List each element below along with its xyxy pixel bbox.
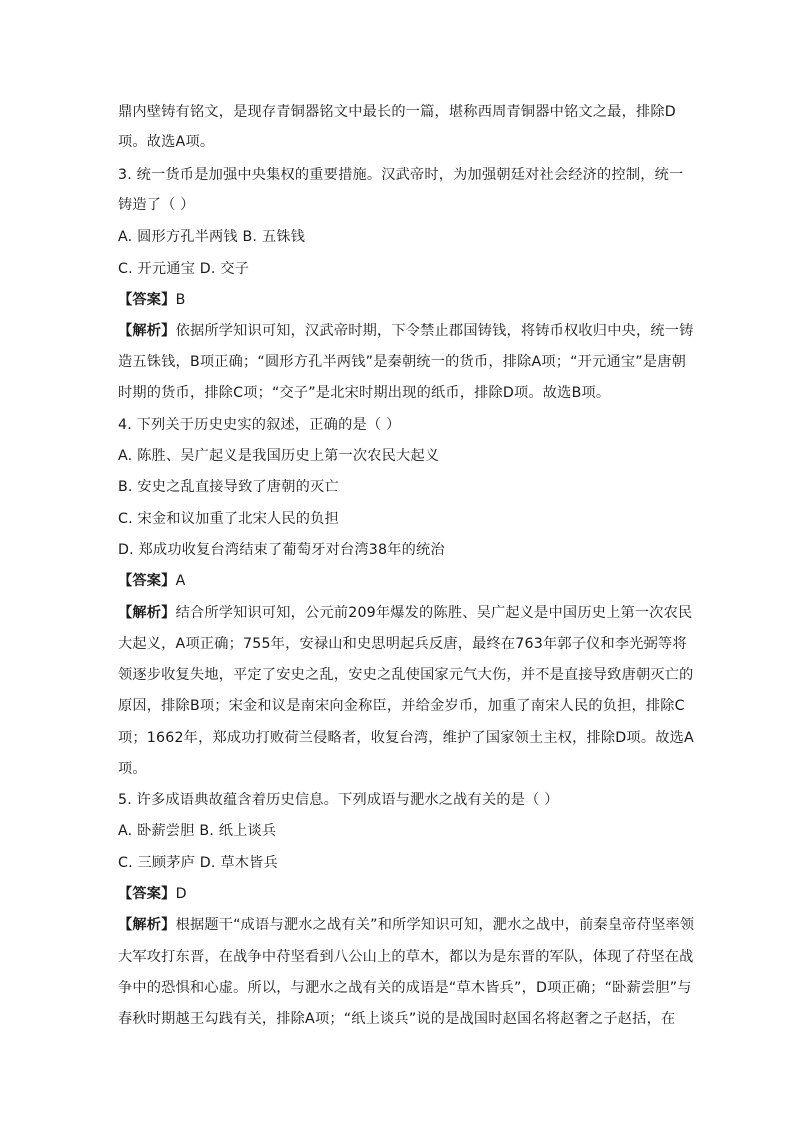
question-3-options: C. 开元通宝 D. 交子 bbox=[118, 261, 250, 277]
answer-line: 【答案】D bbox=[118, 886, 187, 902]
analysis-line: 【解析】根据题干“成语与淝水之战有关”和所学知识可知，淝水之战中，前秦皇帝苻坚率领 bbox=[118, 917, 695, 933]
text-line: 大军攻打东晋，在战争中苻坚看到八公山上的草木，都以为是东晋的军队，体现了苻坚在战 bbox=[118, 949, 694, 965]
answer-line: 【答案】B bbox=[118, 292, 186, 308]
question-5-options: C. 三顾茅庐 D. 草木皆兵 bbox=[118, 855, 278, 871]
text-line: 铸造了（ ） bbox=[118, 197, 195, 213]
analysis-line: 【解析】结合所学知识可知，公元前209年爆发的陈胜、吴广起义是中国历史上第一次农民 bbox=[118, 605, 693, 621]
text-line: 时期的货币，排除C项；“交子”是北宋时期出现的纸币，排除D项。故选B项。 bbox=[118, 385, 611, 401]
question-4-option: C. 宋金和议加重了北宋人民的负担 bbox=[118, 511, 339, 527]
text-line: 领逐步收复失地，平定了安史之乱，安史之乱使国家元气大伤，并不是直接导致唐朝灭亡的 bbox=[118, 667, 694, 683]
text-line: 春秋时期越王勾践有关，排除A项；“纸上谈兵”说的是战国时赵国名将赵奢之子赵括，在 bbox=[118, 1011, 676, 1027]
analysis-line: 【解析】依据所学知识可知，汉武帝时期，下令禁止郡国铸钱，将铸币权收归中央，统一铸 bbox=[118, 323, 694, 339]
question-3-options: A. 圆形方孔半两钱 B. 五铢钱 bbox=[118, 229, 306, 245]
text-line: 鼎内壁铸有铭文，是现存青铜器铭文中最长的一篇，堪称西周青铜器中铭文之最，排除D bbox=[118, 104, 676, 120]
question-5-options: A. 卧薪尝胆 B. 纸上谈兵 bbox=[118, 823, 277, 839]
answer-line: 【答案】A bbox=[118, 573, 186, 589]
text-line: 项。 bbox=[118, 761, 147, 777]
text-line: 造五铢钱，B项正确；“圆形方孔半两钱”是秦朝统一的货币，排除A项；“开元通宝”是唐朝 bbox=[118, 354, 686, 370]
text-line: 大起义，A项正确；755年，安禄山和史思明起兵反唐，最终在763年郭子仪和李光弼等将 bbox=[118, 636, 687, 652]
text-line: 项。故选A项。 bbox=[118, 134, 215, 150]
question-4-option: A. 陈胜、吴广起义是我国历史上第一次农民大起义 bbox=[118, 448, 440, 464]
question-4-option: D. 郑成功收复台湾结束了葡萄牙对台湾38年的统治 bbox=[118, 542, 445, 558]
text-line: 争中的恐惧和心虚。所以，与淝水之战有关的成语是“草木皆兵”，D项正确；“卧薪尝胆”与 bbox=[118, 980, 692, 996]
question-5-stem: 5. 许多成语典故蕴含着历史信息。下列成语与淝水之战有关的是（ ） bbox=[118, 792, 559, 808]
question-4-option: B. 安史之乱直接导致了唐朝的灭亡 bbox=[118, 479, 339, 495]
question-3-stem: 3. 统一货币是加强中央集权的重要措施。汉武帝时，为加强朝廷对社会经济的控制，统一 bbox=[118, 167, 684, 183]
question-4-stem: 4. 下列关于历史史实的叙述，正确的是（ ） bbox=[118, 417, 401, 433]
text-line: 项；1662年，郑成功打败荷兰侵略者，收复台湾，维护了国家领土主权，排除D项。故选A bbox=[118, 730, 694, 746]
text-line: 原因，排除B项；宋金和议是南宋向金称臣，并给金岁币，加重了南宋人民的负担，排除C bbox=[118, 698, 685, 714]
